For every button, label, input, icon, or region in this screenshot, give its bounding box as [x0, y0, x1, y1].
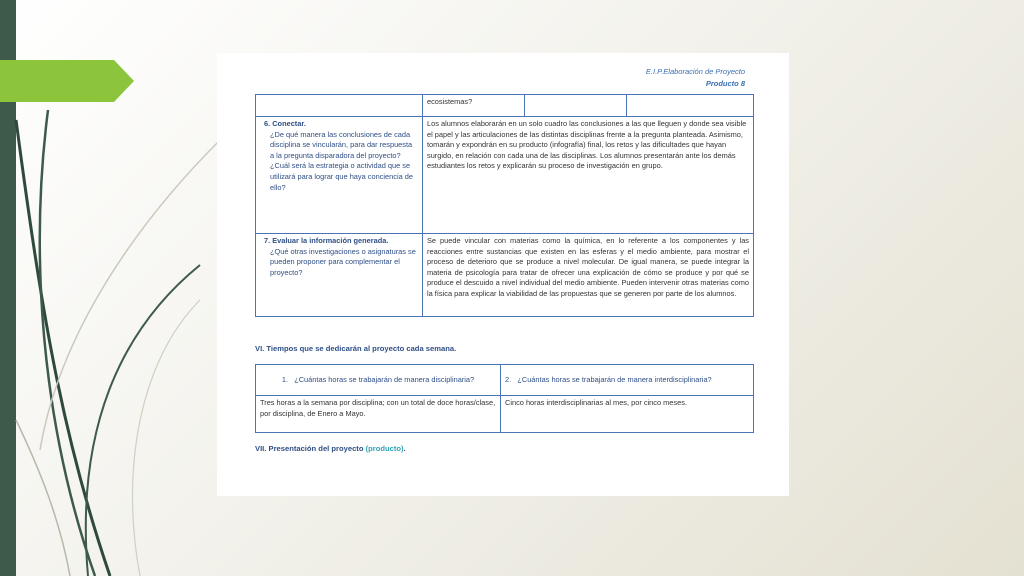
step-6-cell: [256, 117, 423, 234]
step-7-question: ¿Qué otras investigaciones o asignaturas se pueden proponer para complementar el proyecto?: [270, 246, 416, 277]
section-6-title: VI. Tiempos que se dedicarán al proyecto cada semana.: [255, 344, 457, 353]
section-7-highlight: (producto): [365, 444, 404, 453]
document-page: [217, 53, 789, 496]
table-row: [256, 117, 754, 234]
hours-answer-2: Cinco horas interdisciplinarias al mes, por cinco meses.: [501, 396, 754, 433]
step-7-title: 7. Evaluar la información generada.: [264, 236, 389, 245]
table-cell: [256, 95, 423, 117]
q2-text: ¿Cuántas horas se trabajarán de manera interdisciplinaria?: [517, 374, 712, 384]
header-title: E.I.P.Elaboración de Proyecto: [645, 67, 745, 76]
q1-text: ¿Cuántas horas se trabajarán de manera disciplinaria?: [294, 374, 475, 384]
step-6-answer: Los alumnos elaborarán en un solo cuadro las conclusiones a las que lleguen y donde sea visible el papel y las articulaciones de las distintas disciplinas frente a la pregunta planteada. Asimismo, tomarán y expondrán en su producto (infografía) final, los retos y las dificultades que hayan surgido, en relación con cada una de las disciplinas. Los alumnos presentarán ante los demás estudiantes los retos y explicarán su proceso de investigación en grupo.: [423, 117, 754, 234]
section-7-title: [255, 444, 406, 453]
table-row: [256, 396, 754, 433]
step-6-title: 6. Conectar.: [264, 119, 306, 128]
hours-table: [255, 364, 754, 433]
section-7-label: VII. Presentación del proyecto: [255, 444, 364, 453]
q1-number: 1.: [281, 374, 289, 384]
q2-number: 2.: [505, 374, 512, 384]
table-cell: [525, 95, 627, 117]
hours-question-2: [501, 365, 754, 396]
table-cell: [627, 95, 754, 117]
table-row: [256, 95, 754, 117]
project-table: [255, 94, 754, 317]
step-6-question: ¿De qué manera las conclusiones de cada disciplina se vincularán, para dar respuesta a la pregunta disparadora del proyecto? ¿Cuál será la estrategia o actividad que se utilizará para lograr que haya conciencia de ello?: [270, 129, 413, 192]
table-cell: ecosistemas?: [423, 95, 525, 117]
section-7-end: .: [403, 444, 406, 453]
table-row: [256, 234, 754, 317]
hours-question-1: [256, 365, 501, 396]
header-product: Producto 8: [705, 79, 745, 88]
step-7-cell: [256, 234, 423, 317]
table-row: [256, 365, 754, 396]
green-arrow-shape: [0, 60, 134, 102]
step-7-answer: Se puede vincular con materias como la química, en lo referente a los componentes y las reacciones entre sustancias que existen en las esferas y el medio ambiente, para mostrar el proceso de deterioro que se produce a nivel molecular. De igual manera, se puede integrar la materia de psicología para tratar de ofrecer una explicación de cómo se produce y por qué se produce el descuido a nivel individual del medio ambiente. Pueden intervenir otras materias como la física para explicar la viabilidad de las propuestas que se generen por parte de los alumnos.: [423, 234, 754, 317]
hours-answer-1: Tres horas a la semana por disciplina; con un total de doce horas/clase, por disciplina, de Enero a Mayo.: [256, 396, 501, 433]
